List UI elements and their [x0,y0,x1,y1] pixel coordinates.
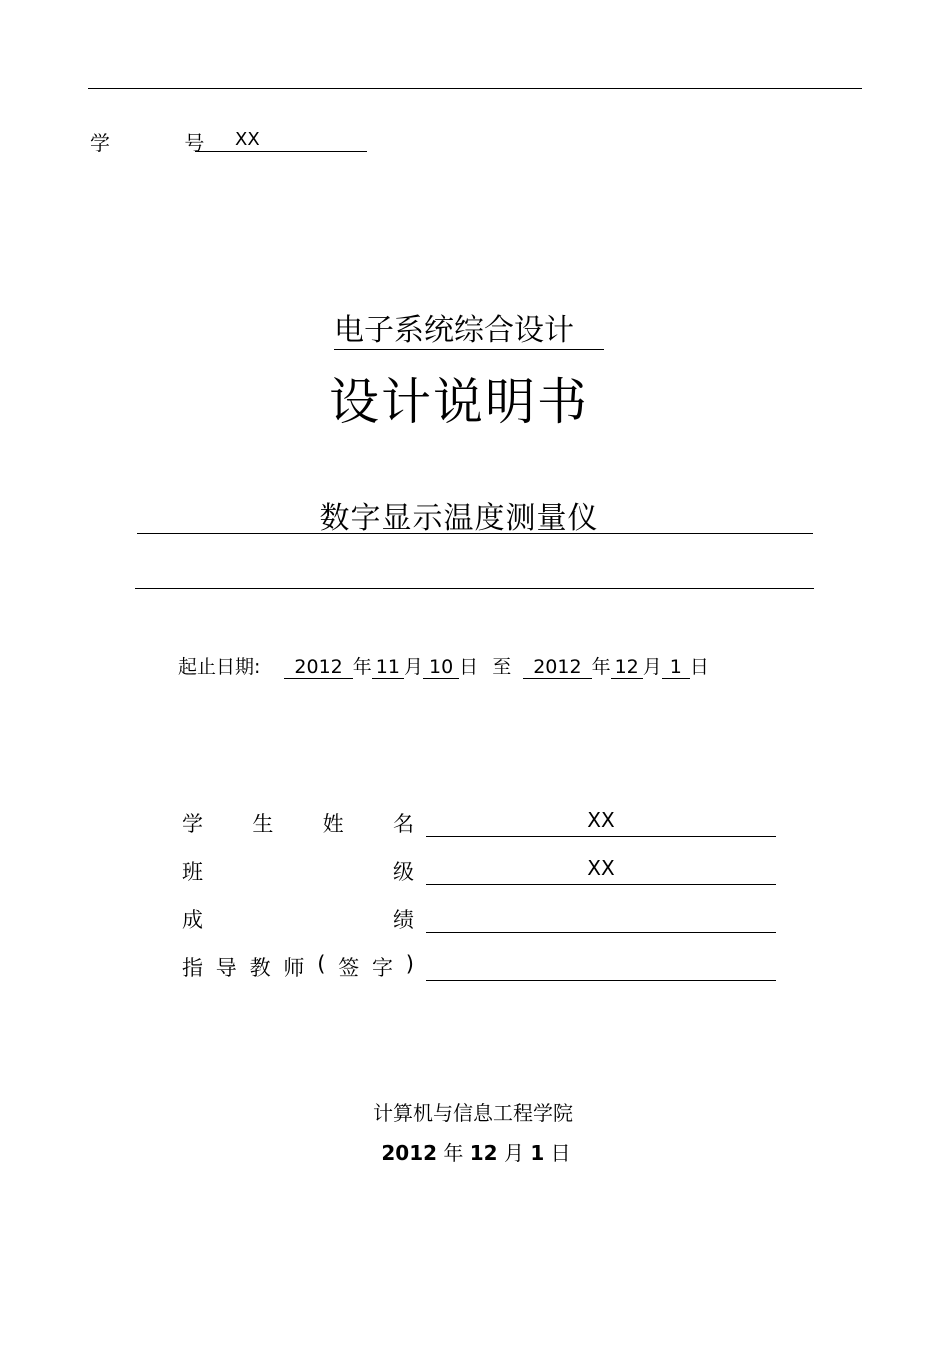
grade-label: 成 绩 [182,908,414,932]
signoff-year: 2012 [381,1141,438,1165]
start-day[interactable]: 10 [423,656,459,679]
school-name: 计算机与信息工程学院 [373,1101,573,1125]
signoff-day-unit: 日 [550,1141,571,1165]
project-title-rule [137,533,813,534]
end-month[interactable]: 12 [611,656,643,679]
grade-field[interactable] [426,900,776,933]
student-id-label: 学 号 [90,131,239,155]
start-day-unit: 日 [459,656,479,678]
advisor-row [182,948,777,982]
student-name-label: 学 生 姓 名 [182,812,414,836]
end-year-unit: 年 [591,656,611,678]
class-field[interactable]: XX [426,852,776,885]
signoff-month: 12 [469,1141,498,1165]
signoff-month-unit: 月 [503,1141,524,1165]
end-year[interactable]: 2012 [523,656,591,679]
start-month-unit: 月 [403,656,423,678]
end-month-unit: 月 [642,656,662,678]
project-title: 数字显示温度测量仪 [319,501,599,536]
start-year-unit: 年 [352,656,372,678]
end-day-unit: 日 [689,656,709,678]
advisor-signature-label: 指 导 教 师 ( 签 字 ) [182,952,414,980]
signoff-year-unit: 年 [443,1141,464,1165]
period-label: 起止日期: [178,656,261,678]
student-id-field[interactable] [195,127,367,152]
class-label: 班 级 [182,860,414,884]
header-rule [88,88,862,89]
student-name-row [182,804,777,838]
start-month[interactable]: 11 [372,656,404,679]
course-name: 电子系统综合设计 [334,313,604,350]
blank-title-rule [135,588,814,589]
grade-row [182,900,777,934]
student-name-field[interactable]: XX [426,804,776,837]
signoff-day: 1 [530,1141,545,1165]
period-line [178,652,709,679]
student-id-value: XX [235,129,260,150]
start-year[interactable]: 2012 [284,656,352,679]
signoff-date [0,1137,950,1166]
class-row [182,852,777,886]
period-to: 至 [492,656,512,678]
end-day[interactable]: 1 [662,656,690,679]
document-title: 设计说明书 [329,373,589,431]
advisor-signature-field[interactable] [426,948,776,981]
